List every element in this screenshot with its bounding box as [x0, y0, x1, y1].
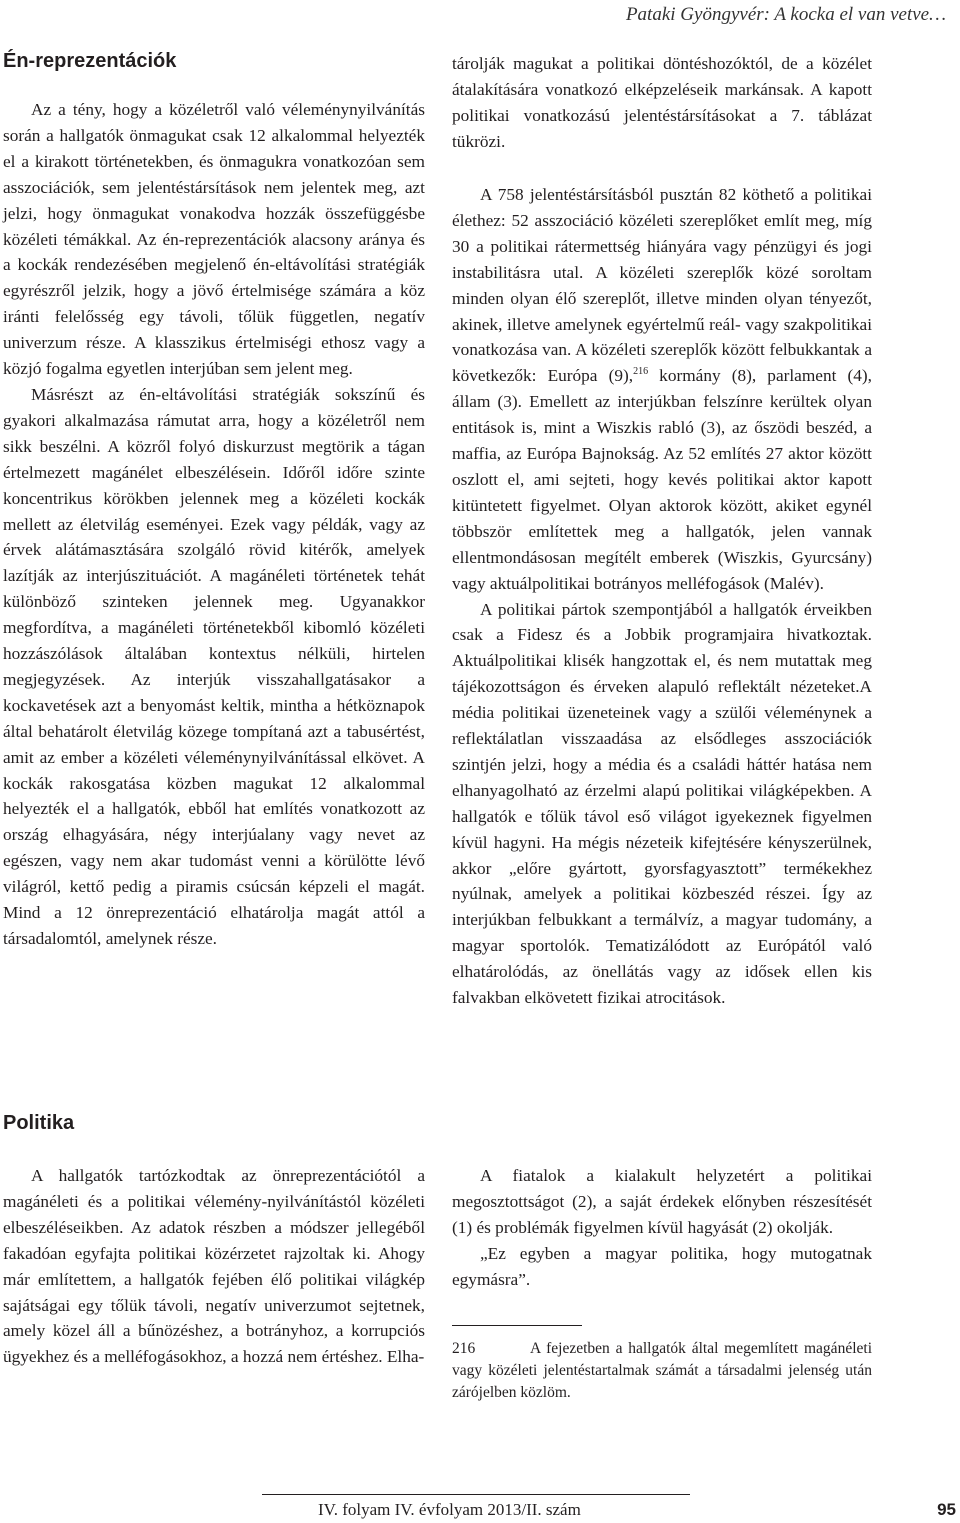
footnote-divider: [452, 1325, 582, 1326]
footer-divider: [262, 1494, 690, 1495]
right-column-text-2: [452, 182, 872, 1011]
footnote: [452, 1338, 872, 1404]
running-head: Pataki Gyöngyvér: A kocka el van vetve…: [625, 4, 946, 25]
paragraph: A hallgatók tartózkodtak az önreprezentációtól a magánéleti és a politikai vélemény-nyilvánítástól közéleti elbeszéléseikben. Az adatok részben a módszer jellegéből fakadóan egyfajta politikai közérzetet rajzoltak ki. Ahogy már említettem, a hallgatók fejében élő politikai világkép sajátságai egy tőlük távoli, negatív univerzumot sejtetnek, amely közel áll a bűnözéshez, a botrányhoz, a korrupciós ügyekhez és a melléfogásokhoz, a hozzá nem értéshez. Elha-: [3, 1166, 425, 1367]
quote-paragraph: „Ez egyben a magyar politika, hogy mutogatnak egymásra”.: [452, 1243, 872, 1289]
footnote-number: 216: [452, 1340, 476, 1357]
paragraph-part: A 758 jelentéstársításból pusztán 82 köthető a politikai élethez: 52 asszociáció közéleti szereplőket említ meg, míg 30 a politikai rátermettség hiányára vagy pénzügyi és jogi instabilitásra utal. A közéleti szereplők közé soroltam minden olyan élő szereplőt, illetve minden olyan tényezőt, akinek, illetve amelynek egyértelmű reál- vagy szakpolitikai vonatkozása van. A közéleti szereplők között felbukkantak a következők: Európa (9),: [452, 185, 872, 386]
section-heading-politika: Politika: [3, 1112, 75, 1134]
footnote-reference: 216: [633, 366, 649, 378]
paragraph: Az a tény, hogy a közéletről való véleménynyilvánítás során a hallgatók önmagukat csak 12 alkalommal helyezték el a kirakott történetekben, és önmagukra vonatkozóan sem asszociációk, sem jelentéstársítások nem jelentek meg, azt jelzi, hogy önmagukat vonakodva hozzák összefüggésbe közéleti témákkal. Az én-reprezentációk alacsony aránya és a kockák rendezésében megjelenő én-eltávolítási stratégiák egyrészről jelzik, hogy a jövő értelmisége számára a köz iránti felelősség egy távoli, tőlük független, negatív univerzum része. A klasszikus értelmiségi ethosz vagy a közjó fogalma egyetlen interjúban sem jelent meg.: [3, 100, 425, 379]
paragraph: A politikai pártok szempontjából a hallgatók érveikben csak a Fidesz és a Jobbik programjaira hivatkoztak. Aktuálpolitikai klisék hangzottak el, és nem mutattak meg tájékozottságon és érveken alapuló reflektált nézeteket.A média politikai üzeneteinek vagy a szülői véleménynek a reflektálatlan visszaadása az elsődleges asszociációk szintjén jelzi, hogy a média és a családi háttér hatása nem elhanyagolható az érzelmi alapú politikai világképekben. A hallgatók e tőlük távol eső világot igyekeznek figyelmen kívül hagyni. Ha mégis nézeteik kifejtésére kényszerülnek, akkor „előre gyártott, gyorsfagyasztott” termékekhez nyúlnak, amelyek a politikai közbeszéd részei. Így az interjúkban felbukkant a termálvíz, a magyar tudomány, a magyar sportolók. Tematizálódott az Európától való elhatárolódás, az önellátás vagy az idősek ellen kis falvakban elkövetett fizikai atrocitások.: [452, 599, 872, 1008]
paragraph: tárolják magukat a politikai döntéshozóktól, de a közélet átalakítására vonatkozó elképzeléseik markánsak. A kapott politikai vonatkozású jelentéstársításokat a 7. táblázat tükrözi.: [452, 54, 872, 151]
right-column-text-1: [452, 51, 872, 155]
page-number: 95: [937, 1500, 956, 1519]
left-column-text-1: [3, 97, 425, 952]
paragraph: A fiatalok a kialakult helyzetért a politikai megosztottságot (2), a saját érdekek előnyben részesítését (1) és problémák figyelmen kívül hagyását (2) okolják.: [452, 1166, 872, 1237]
footnote-text: A fejezetben a hallgatók által megemlített magánéleti vagy közéleti jelentéstartalmak számát a társadalmi jelenség után zárójelben közlöm.: [452, 1340, 872, 1401]
right-column-text-3: [452, 1163, 872, 1293]
paragraph: [452, 182, 872, 597]
left-column-text-2: [3, 1163, 425, 1370]
section-heading-en-reprezentaciok: Én-reprezentációk: [3, 50, 177, 72]
paragraph-part: kormány (8), parlament (4), állam (3). Emellett az interjúkban felszínre kerültek olyan entitások is, mint a Wiszkis rabló (3), az őszödi beszéd, a maffia, az Európa Bajnokság. Az 52 említés 27 aktor között oszlott el, ami sejteti, hogy kevés politikai aktor kapott kitüntetett figyelmet. Olyan aktorok között, akiket egynél többször említettek meg a hallgatók, jelen vannak ellentmondásosan megítélt emberek (Wiszkis, Gyurcsány) vagy aktuálpolitikai botrányos melléfogások (Malév).: [452, 366, 872, 593]
journal-issue: IV. folyam IV. évfolyam 2013/II. szám: [318, 1500, 581, 1519]
paragraph: Másrészt az én-eltávolítási stratégiák sokszínű és gyakori alkalmazása rámutat arra, hogy a közéletről nem sikk beszélni. A közről folyó diskurzust megtörik a tágan értelmezett magánélet elbeszélésein. Időről időre szinte koncentrikus körökben jelennek meg a közéleti kockák mellett az életvilág eseményei. Ezek vagy példák, vagy az érvek alátámasztására szolgáló rövid kitérők, amelyek lazítják az interjúszituációt. A magánéleti történetek tehát különböző szinteken jelennek meg. Ugyanakkor megfordítva, a magánéleti történetekből kibomló közéleti hozzászólások általában kontextus nélküli, hirtelen megjegyzések. Az interjúk visszahallgatásakor a kockavetések azt a benyomást keltik, mintha a hétköznapok által behatárolt életvilág közege tompítaná azt a tabusértést, amit az ember a közéleti véleménynyilvánítással elkövet. A kockák rakosgatása közben magukat 12 alkalommal helyezték el a hallgatók, ebből hat említés vonatkozott az ország elhagyására, négy interjúalany vagy nevet az egészen, vagy nem akar tudomást venni a körülötte lévő világról, kettő pedig a piramis csúcsán képzeli el magát. Mind a 12 önreprezentáció elhatárolja magát attól a társadalomtól, amelynek része.: [3, 384, 425, 948]
